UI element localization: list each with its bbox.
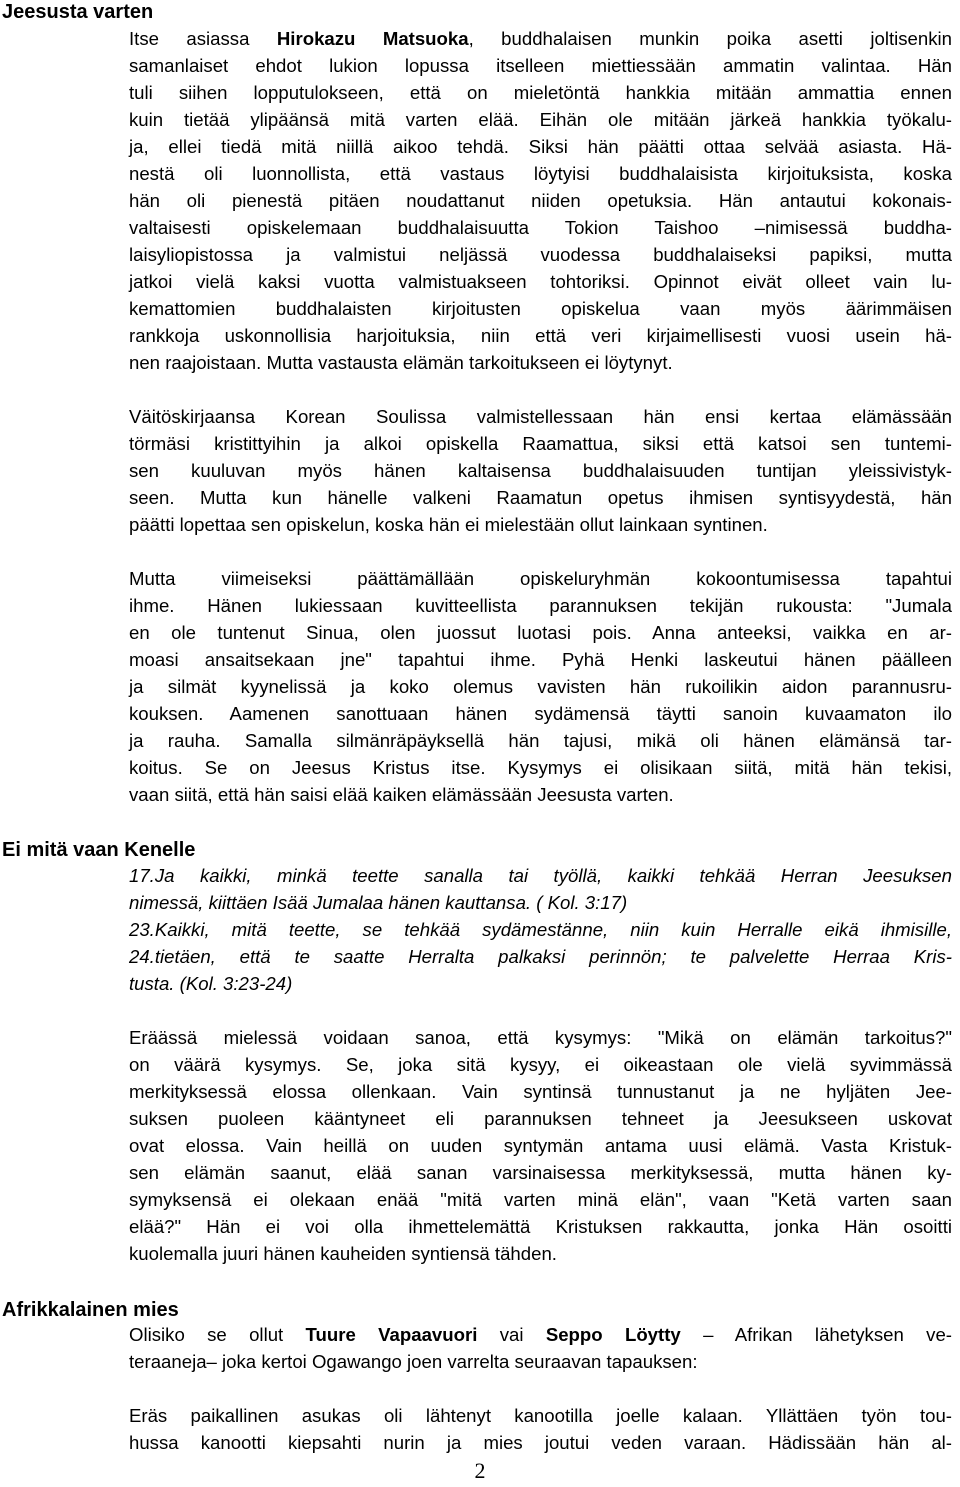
- paragraph-line: seen. Mutta kun hänelle valkeni Raamatun opetus ihmisen syntisyydestä, hän: [129, 487, 952, 508]
- paragraph-line: jatkoi vielä kaksi vuotta valmistuakseen tohtoriksi. Opinnot eivät olleet vain lu-: [129, 271, 952, 292]
- paragraph-line: moasi ansaitsekaan jne" tapahtui ihme. Pyhä Henki laskeutui hänen päälleen: [129, 649, 952, 670]
- paragraph-line: hussa kanootti kiepsahti nurin ja mies joutui veden varaan. Hädissään hän al-: [129, 1432, 952, 1453]
- scripture-line: 17.Ja kaikki, minkä teette sanalla tai työllä, kaikki tehkää Herran Jeesuksen: [129, 865, 952, 886]
- paragraph-line: Mutta viimeiseksi päättämällään opiskeluryhmän kokoontumisessa tapahtui: [129, 568, 952, 589]
- scripture-line: nimessä, kiittäen Isää Jumalaa hänen kauttansa. ( Kol. 3:17): [129, 892, 628, 913]
- paragraph-line: hän oli pienestä pitäen noudattanut niiden opetuksia. Hän antautui kokonais-: [129, 190, 952, 211]
- paragraph-line: Itse asiassa Hirokazu Matsuoka, buddhalaisen munkin poika asetti joltisenkin: [129, 28, 952, 49]
- scripture-line: 23.Kaikki, mitä teette, se tehkää sydämestänne, niin kuin Herralle eikä ihmisille,: [129, 919, 952, 940]
- paragraph-line: tuli siihen lopputulokseen, että on mieletöntä hankkia mitään ammattia ennen: [129, 82, 952, 103]
- paragraph-line: kemattomien buddhalaisten kirjoitusten opiskelua vaan myös äärimmäisen: [129, 298, 952, 319]
- section-heading-afrikkalainen-mies: Afrikkalainen mies: [2, 1299, 179, 1321]
- paragraph-line: Olisiko se ollut Tuure Vapaavuori vai Seppo Löytty – Afrikan lähetyksen ve-: [129, 1324, 952, 1345]
- paragraph-line: rankkoja uskonnollisia harjoituksia, niin että veri kirjaimellisesti vuosi usein hä-: [129, 325, 952, 346]
- paragraph-line: törmäsi kristittyihin ja alkoi opiskella Raamattua, siksi että katsoi sen tuntemi-: [129, 433, 952, 454]
- section-heading-ei-mita-vaan-kenelle: Ei mitä vaan Kenelle: [2, 839, 196, 861]
- person-name: Seppo Löytty: [545, 1324, 681, 1345]
- page-number: 2: [474, 1458, 486, 1483]
- person-name: Tuure Vapaavuori: [305, 1324, 478, 1345]
- paragraph-line: elää?" Hän ei voi olla ihmettelemättä Kristuksen rakkautta, jonka Hän osoitti: [129, 1216, 952, 1237]
- paragraph-line: on väärä kysymys. Se, joka sitä kysyy, ei oikeastaan ole vielä syvimmässä: [129, 1054, 952, 1075]
- paragraph-line: ihme. Hänen lukiessaan kuvitteellista parannuksen tekijän rukousta: "Jumala: [129, 595, 952, 616]
- paragraph-line: ja, ellei tiedä mitä niillä aikoo tehdä. Siksi hän päätti ottaa selvää asiasta. Hä-: [129, 136, 952, 157]
- paragraph-line: koitus. Se on Jeesus Kristus itse. Kysymys ei olisikaan siitä, mitä hän tekisi,: [129, 757, 952, 778]
- paragraph-line: laisyliopistossa ja valmistui neljässä vuodessa buddhalaiseksi papiksi, mutta: [129, 244, 952, 265]
- paragraph-line: Eräässä mielessä voidaan sanoa, että kysymys: "Mikä on elämän tarkoitus?": [129, 1027, 952, 1048]
- paragraph-line: kouksen. Aamenen sanottuaan hänen sydämensä täytti sanoin kuvaamaton ilo: [129, 703, 952, 724]
- paragraph-line: suksen puoleen kääntyneet eli parannuksen tehneet ja Jeesukseen uskovat: [129, 1108, 952, 1129]
- paragraph-line: kuin tietää ylipäänsä mitä varten elää. Eihän ole mitään järkeä hankkia työkalu-: [129, 109, 952, 130]
- paragraph-line: en ole tuntenut Sinua, olen juossut luotasi pois. Anna anteeksi, vaikka en ar-: [129, 622, 952, 643]
- scripture-line: tusta. (Kol. 3:23-24): [129, 973, 293, 994]
- paragraph-line: teraaneja– joka kertoi Ogawango joen varrelta seuraavan tapauksen:: [129, 1351, 698, 1372]
- paragraph-line: nen raajoistaan. Mutta vastausta elämän tarkoitukseen ei löytynyt.: [129, 352, 673, 373]
- paragraph-line: vaan siitä, että hän saisi elää kaiken elämässään Jeesusta varten.: [129, 784, 674, 805]
- paragraph-line: ovat elossa. Vain heillä on uuden syntymän antama uusi elämä. Vasta Kristuk-: [129, 1135, 952, 1156]
- scripture-line: 24.tietäen, että te saatte Herralta palkaksi perinnön; te palvelette Herraa Kris-: [129, 946, 952, 967]
- paragraph-line: ja silmät kyynelissä ja koko olemus vavisten hän rukoilikin aidon parannusru-: [129, 676, 952, 697]
- paragraph-line: kuolemalla juuri hänen kauheiden syntiensä tähden.: [129, 1243, 557, 1264]
- paragraph-line: sen elämän saanut, elää sanan varsinaisessa merkityksessä, mutta hänen ky-: [129, 1162, 952, 1183]
- paragraph-line: ja rauha. Samalla silmänräpäyksellä hän tajusi, mikä oli hänen elämänsä tar-: [129, 730, 952, 751]
- paragraph-line: päätti lopettaa sen opiskelun, koska hän ei mielestään ollut lainkaan syntinen.: [129, 514, 768, 535]
- person-name: Hirokazu Matsuoka: [276, 28, 469, 49]
- paragraph-line: sen kuuluvan myös hänen kaltaisensa buddhalaisuuden tuntijan yleissivistyk-: [129, 460, 952, 481]
- paragraph-line: Eräs paikallinen asukas oli lähtenyt kanootilla joelle kalaan. Yllättäen työn tou-: [129, 1405, 952, 1426]
- paragraph-line: symyksensä ei olekaan enää "mitä varten minä elän", vaan "Ketä varten saan: [129, 1189, 952, 1210]
- paragraph-line: samanlaiset ehdot lukion lopussa itselleen miettiessään ammatin valintaa. Hän: [129, 55, 952, 76]
- paragraph-line: Väitöskirjaansa Korean Soulissa valmistellessaan hän ensi kertaa elämässään: [129, 406, 952, 427]
- paragraph-line: merkityksessä elossa ollenkaan. Vain syntinsä tunnustanut ja ne hyljäten Jee-: [129, 1081, 952, 1102]
- paragraph-line: valtaisesti opiskelemaan buddhalaisuutta Tokion Taishoo –nimisessä buddha-: [129, 217, 952, 238]
- section-heading-jeesusta-varten: Jeesusta varten: [2, 1, 154, 23]
- paragraph-line: nestä oli luonnollista, että vastaus löytyisi buddhalaisista kirjoituksista, koska: [129, 163, 952, 184]
